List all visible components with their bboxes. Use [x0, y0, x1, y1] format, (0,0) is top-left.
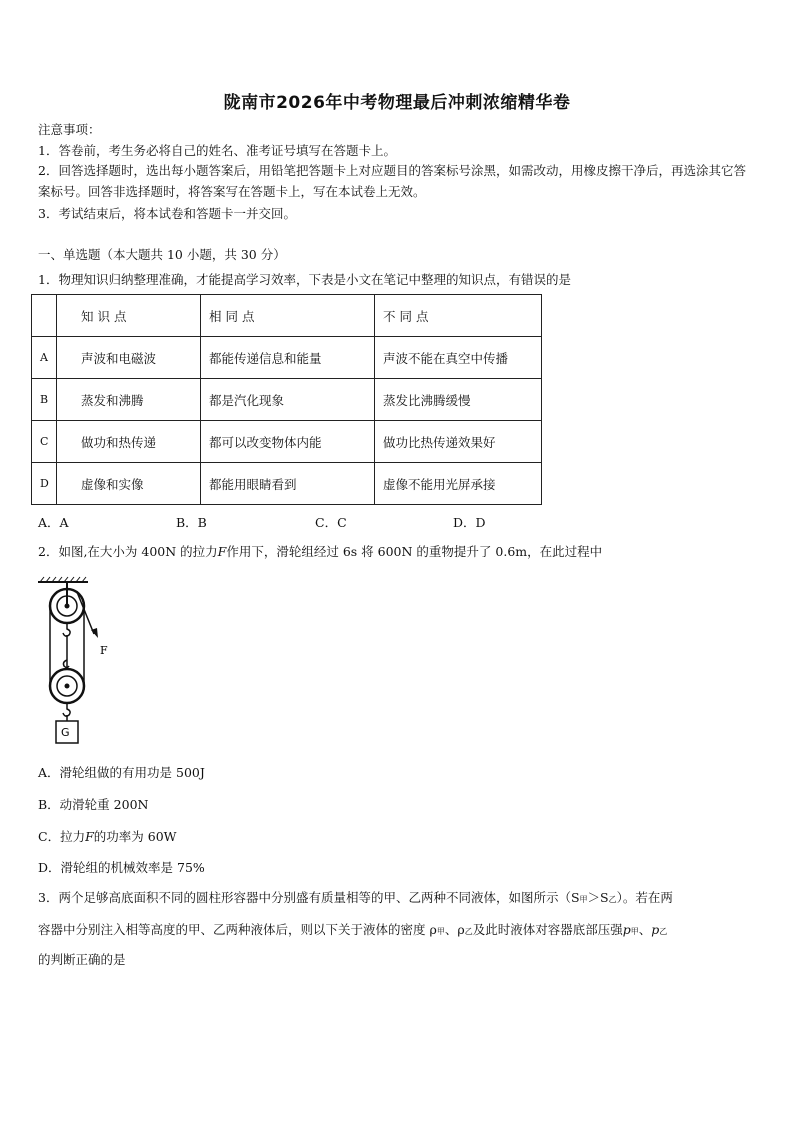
table-cell: 都是汽化现象: [201, 379, 375, 421]
table-cell: 蒸发和沸腾: [57, 379, 201, 421]
pulley-system-figure: [36, 576, 136, 748]
table-row: [32, 379, 542, 421]
q1-option-a[interactable]: A．A: [38, 515, 69, 530]
table-cell: 都能传递信息和能量: [201, 337, 375, 379]
table-row: [32, 421, 542, 463]
table-cell: A: [32, 337, 57, 379]
table-cell: B: [32, 379, 57, 421]
table-cell: 虚像和实像: [57, 463, 201, 505]
q3-line-2: 容器中分别注入相等高度的甲、乙两种液体后，则以下关于液体的密度 ρ甲、ρ乙及此时液体对容器底部压强p甲、p乙: [38, 922, 668, 937]
force-label: F: [100, 644, 108, 657]
q1-stem: 1．物理知识归纳整理准确，才能提高学习效率，下表是小文在笔记中整理的知识点，有错误的是: [38, 272, 571, 287]
table-header-row: [32, 295, 542, 337]
notice-item-3: 3．考试结束后，将本试卷和答题卡一并交回。: [38, 206, 296, 221]
table-row: [32, 463, 542, 505]
table-cell: 声波和电磁波: [57, 337, 201, 379]
table-header-cell: 不 同 点: [375, 295, 542, 337]
table-header-cell: 相 同 点: [201, 295, 375, 337]
table-cell: 蒸发比沸腾缓慢: [375, 379, 542, 421]
table-cell: 虚像不能用光屏承接: [375, 463, 542, 505]
table-header-cell: 知 识 点: [57, 295, 201, 337]
notice-item-1: 1．答卷前，考生务必将自己的姓名、准考证号填写在答题卡上。: [38, 143, 396, 158]
q1-option-c[interactable]: C．C: [315, 515, 347, 530]
notice-item-2: 2．回答选择题时，选出每小题答案后，用铅笔把答题卡上对应题目的答案标号涂黑，如需改动，用橡皮擦干净后，再选涂其它答案标号。回答非选择题时，将答案写在答题卡上，写在本试卷上无效。: [38, 163, 746, 199]
q2-option-b[interactable]: B．动滑轮重 200N: [38, 797, 149, 812]
q2-option-d[interactable]: D．滑轮组的机械效率是 75%: [38, 860, 205, 875]
table-cell: C: [32, 421, 57, 463]
table-row: [32, 337, 542, 379]
page-title: 陇南市2026年中考物理最后冲刺浓缩精华卷: [223, 93, 571, 113]
table-cell: D: [32, 463, 57, 505]
q1-knowledge-table: [31, 294, 542, 505]
section-heading: 一、单选题（本大题共 10 小题，共 30 分）: [38, 247, 286, 262]
table-header-cell: [32, 295, 57, 337]
table-cell: 声波不能在真空中传播: [375, 337, 542, 379]
q2-stem: 2．如图,在大小为 400N 的拉力F作用下，滑轮组经过 6s 将 600N 的重物提升了 0.6m，在此过程中: [38, 544, 603, 559]
q1-option-b[interactable]: B．B: [176, 515, 207, 530]
table-cell: 做功比热传递效果好: [375, 421, 542, 463]
q1-option-d[interactable]: D．D: [453, 515, 486, 530]
table-cell: 都可以改变物体内能: [201, 421, 375, 463]
weight-label: G: [61, 726, 70, 739]
q3-line-3: 的判断正确的是: [38, 952, 126, 967]
q2-option-a[interactable]: A．滑轮组做的有用功是 500J: [38, 765, 205, 780]
q3-line-1: 3．两个足够高底面积不同的圆柱形容器中分别盛有质量相等的甲、乙两种不同液体，如图所示（S甲＞S乙）。若在两: [38, 890, 673, 905]
table-cell: 做功和热传递: [57, 421, 201, 463]
table-cell: 都能用眼睛看到: [201, 463, 375, 505]
notice-heading: 注意事项：: [38, 122, 101, 137]
q2-option-c[interactable]: C．拉力F的功率为 60W: [38, 829, 177, 844]
